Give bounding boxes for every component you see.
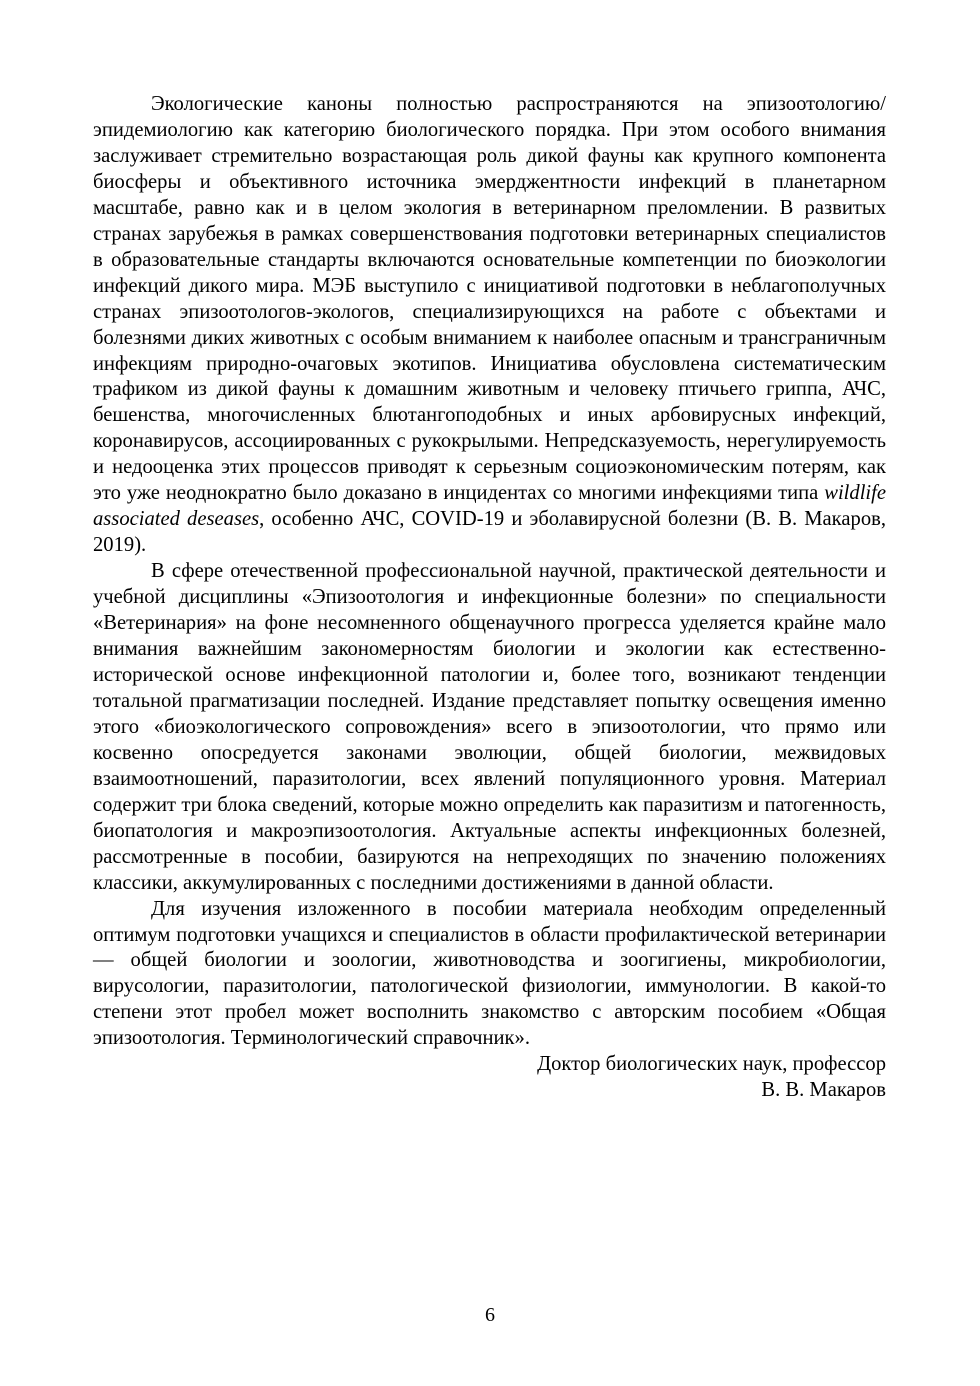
paragraph-1-text-start: Экологические каноны полностью распространяются на эпизоотологию/эпидемиологию как категорию биологического порядка. При этом особого внимания заслуживает стремительно возрастающая роль дикой фауны как крупного компонента биосферы и объективного источника эмерджентности инфекций в планетарном масштабе, равно как и в целом экология в ветеринарном преломлении. В развитых странах зарубежья в рамках совершенствования подготовки ветеринарных специалистов в образовательные стандарты включаются основательные компетенции по биоэкологии инфекций дикого мира. МЭБ выступило с инициативой подготовки в неблагополучных странах эпизоотологов-экологов, специализирующихся на работе с объектами и болезнями диких животных с особым вниманием к наиболее опасным и трансграничным инфекциям природно-очаговых экотипов. Инициатива обусловлена систематическим трафиком из дикой фауны к домашним животным и человеку птичьего гриппа, АЧС, бешенства, многочисленных блютангоподобных и иных арбовирусных инфекций, коронавирусов, ассоциированных с рукокрылыми. Непредсказуемость, нерегулируемость и недооценка этих процессов приводят к серьезным социоэкономическим потерям, как это уже неоднократно было доказано в инцидентах со многими инфекциями типа [93,93,886,505]
paragraph-3: Для изучения изложенного в пособии материала необходим определенный оптимум подготовки учащихся и специалистов в области профилактической ветеринарии — общей биологии и зоологии, животноводства и зоогигиены, микробиологии, вирусологии, паразитологии, патологической физиологии, иммунологии. В какой-то степени этот пробел может восполнить знакомство с авторским пособием «Общая эпизоотология. Терминологический справочник». [93,897,886,1050]
page-number: 6 [485,1304,495,1326]
paragraph-1 [93,92,886,559]
paragraph-1-text-end: , особенно АЧС, COVID-19 и эболавирусной болезни (В. В. Макаров, 2019). [93,508,886,557]
author-title: Доктор биологических наук, профессор [537,1053,886,1076]
paragraph-2: В сфере отечественной профессиональной научной, практической деятельности и учебной дисциплины «Эпизоотология и инфекционные болезни» по специальности «Ветеринария» на фоне несомненного общенаучного прогресса уделяется крайне мало внимания важнейшим закономерностям биологии и экологии как естественно-исторической основе инфекционной патологии и, более того, возникают тенденции тотальной прагматизации последней. Издание представляет попытку освещения именно этого «биоэкологического сопровождения» всего в эпизоотологии, что прямо или косвенно опосредуется законами эволюции, общей биологии, межвидовых взаимоотношений, паразитологии, всех явлений популяционного уровня. Материал содержит три блока сведений, которые можно определить как паразитизм и патогенность, биопатология и макроэпизоотология. Актуальные аспекты инфекционных болезней, рассмотренные в пособии, базируются на непреходящих по значению положениях классики, аккумулированных с последними достижениями в данной области. [93,560,886,894]
paragraph-1-italic-term: wildlife associated deseases [93,482,886,531]
page-body [93,92,886,1104]
author-name: В. В. Макаров [761,1079,886,1102]
